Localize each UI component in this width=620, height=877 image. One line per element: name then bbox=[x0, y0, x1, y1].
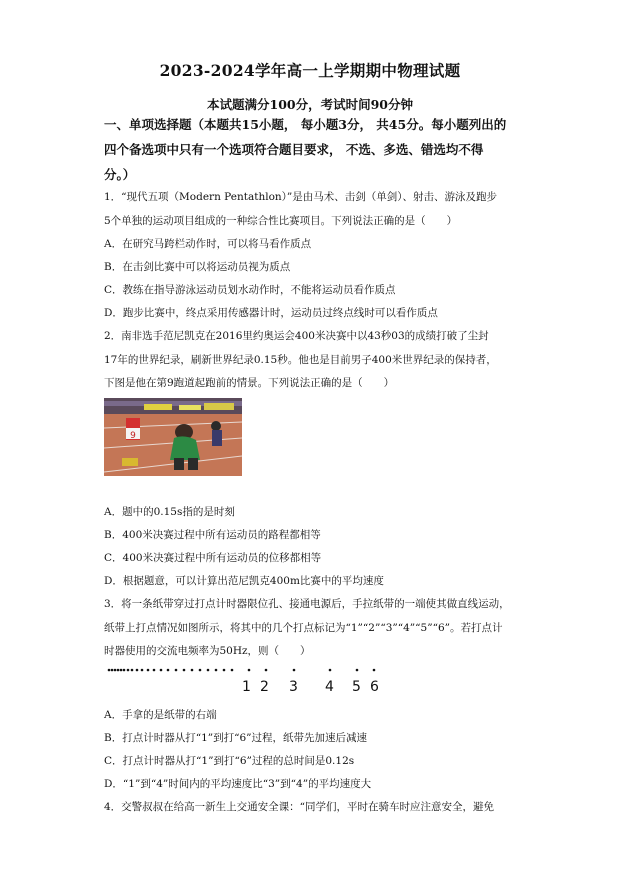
section-heading-line: 一、单项选择题（本题共15小题， 每小题3分， 共45分。每小题列出的 bbox=[104, 117, 507, 132]
q1-stem: 5个单独的运动项目组成的一种综合性比赛项目。下列说法正确的是（ ） bbox=[104, 215, 458, 227]
q1-stem: 1．“现代五项（Modern Pentathlon）”是由马术、击剑（单剑）、射击、游泳及跑步 bbox=[104, 191, 498, 203]
q3-option-b: B．打点计时器从打“1”到打“6”过程，纸带先加速后减速 bbox=[104, 732, 368, 744]
q3-option-d: D．“1”到“4”时间内的平均速度比“3”到“4”的平均速度大 bbox=[104, 778, 372, 790]
page-subtitle: 本试题满分100分，考试时间90分钟 bbox=[207, 97, 413, 112]
tape-label-3: 3 bbox=[289, 679, 298, 695]
q2-stem: 下图是他在第9跑道起跑前的情景。下列说法正确的是（ ） bbox=[104, 377, 395, 389]
tape-label-5: 5 bbox=[352, 679, 361, 695]
sprinter-photo bbox=[104, 398, 242, 476]
lane-number: 9 bbox=[130, 431, 136, 441]
q2-option-c: C．400米决赛过程中所有运动员的位移都相等 bbox=[104, 552, 322, 564]
tape-label-2: 2 bbox=[260, 679, 269, 695]
tape-label-6: 6 bbox=[370, 679, 379, 695]
tape-label-1: 1 bbox=[242, 679, 251, 695]
q1-option-d: D．跑步比赛中，终点采用传感器计时，运动员过终点线时可以看作质点 bbox=[104, 307, 438, 319]
q2-stem: 2．南非选手范尼凯克在2016里约奥运会400米决赛中以43秒03的成绩打破了尘封 bbox=[104, 330, 489, 342]
section-heading bbox=[104, 112, 524, 187]
q2-option-b: B．400米决赛过程中所有运动员的路程都相等 bbox=[104, 529, 321, 541]
page-title: 2023-2024学年高一上学期期中物理试题 bbox=[159, 61, 461, 80]
q4-stem: 4．交警叔叔在给高一新生上交通安全课：“同学们，平时在骑车时应注意安全，避免 bbox=[104, 801, 495, 813]
q1-option-a: A．在研究马跨栏动作时，可以将马看作质点 bbox=[104, 238, 312, 250]
q3-option-a: A．手拿的是纸带的右端 bbox=[104, 709, 217, 721]
q3-stem: 纸带上打点情况如图所示，将其中的几个打点标记为“1”“2”“3”“4”“5”“6”。若打点计 bbox=[104, 622, 503, 634]
sprinter-photo-illustration bbox=[104, 398, 242, 476]
q2-option-a: A．题中的0.15s指的是时刻 bbox=[104, 506, 235, 518]
section-heading-line: 四个备选项中只有一个选项符合题目要求， 不选、多选、错选均不得 bbox=[104, 142, 484, 157]
section-heading-line: 分。） bbox=[104, 167, 136, 182]
q3-option-c: C．打点计时器从打“1”到打“6”过程的总时间是0.12s bbox=[104, 755, 355, 767]
q1-option-c: C．教练在指导游泳运动员划水动作时，不能将运动员看作质点 bbox=[104, 284, 396, 296]
q1-option-b: B．在击剑比赛中可以将运动员视为质点 bbox=[104, 261, 291, 273]
q2-option-d: D．根据题意，可以计算出范尼凯克400m比赛中的平均速度 bbox=[104, 575, 384, 587]
q2-stem: 17年的世界纪录，刷新世界纪录0.15秒。他也是目前男子400米世界纪录的保持者， bbox=[104, 354, 497, 366]
tape-label-4: 4 bbox=[325, 679, 334, 695]
q3-stem: 3．将一条纸带穿过打点计时器限位孔、接通电源后，手拉纸带的一端使其做直线运动， bbox=[104, 598, 510, 610]
q3-stem: 时器使用的交流电频率为50Hz，则（ ） bbox=[104, 645, 311, 657]
tape-dots bbox=[108, 669, 376, 672]
